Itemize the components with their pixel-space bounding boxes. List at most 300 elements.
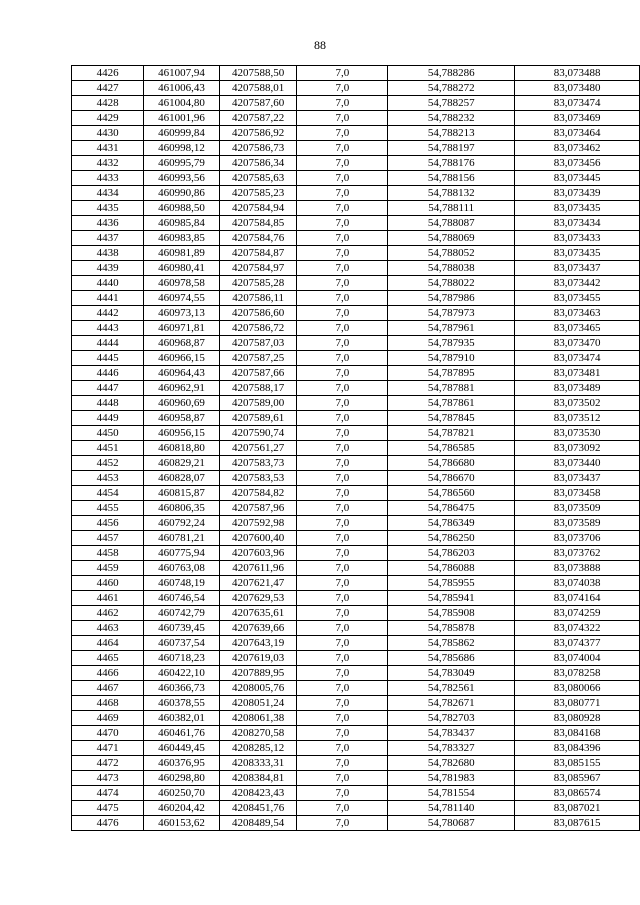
- accuracy-cell: 7,0: [297, 141, 388, 156]
- point-number-cell: 4449: [72, 411, 144, 426]
- x-coordinate-cell: 460748,19: [144, 576, 220, 591]
- accuracy-cell: 7,0: [297, 681, 388, 696]
- table-row: [72, 396, 640, 411]
- accuracy-cell: 7,0: [297, 426, 388, 441]
- table-row: [72, 546, 640, 561]
- table-row: [72, 771, 640, 786]
- longitude-cell: 83,073512: [515, 411, 640, 426]
- longitude-cell: 83,073437: [515, 471, 640, 486]
- x-coordinate-cell: 460983,85: [144, 231, 220, 246]
- point-number-cell: 4443: [72, 321, 144, 336]
- latitude-cell: 54,786560: [388, 486, 515, 501]
- table-row: [72, 726, 640, 741]
- y-coordinate-cell: 4208451,76: [219, 801, 297, 816]
- point-number-cell: 4437: [72, 231, 144, 246]
- accuracy-cell: 7,0: [297, 516, 388, 531]
- x-coordinate-cell: 460993,56: [144, 171, 220, 186]
- point-number-cell: 4434: [72, 186, 144, 201]
- accuracy-cell: 7,0: [297, 351, 388, 366]
- accuracy-cell: 7,0: [297, 201, 388, 216]
- latitude-cell: 54,787881: [388, 381, 515, 396]
- x-coordinate-cell: 460978,58: [144, 276, 220, 291]
- longitude-cell: 83,073470: [515, 336, 640, 351]
- y-coordinate-cell: 4207585,23: [219, 186, 297, 201]
- x-coordinate-cell: 460775,94: [144, 546, 220, 561]
- accuracy-cell: 7,0: [297, 456, 388, 471]
- latitude-cell: 54,788022: [388, 276, 515, 291]
- point-number-cell: 4468: [72, 696, 144, 711]
- x-coordinate-cell: 460828,07: [144, 471, 220, 486]
- longitude-cell: 83,073469: [515, 111, 640, 126]
- x-coordinate-cell: 460985,84: [144, 216, 220, 231]
- latitude-cell: 54,788176: [388, 156, 515, 171]
- point-number-cell: 4462: [72, 606, 144, 621]
- y-coordinate-cell: 4207586,60: [219, 306, 297, 321]
- accuracy-cell: 7,0: [297, 231, 388, 246]
- table-row: [72, 291, 640, 306]
- x-coordinate-cell: 460964,43: [144, 366, 220, 381]
- accuracy-cell: 7,0: [297, 771, 388, 786]
- point-number-cell: 4451: [72, 441, 144, 456]
- longitude-cell: 83,080066: [515, 681, 640, 696]
- accuracy-cell: 7,0: [297, 171, 388, 186]
- latitude-cell: 54,787910: [388, 351, 515, 366]
- point-number-cell: 4444: [72, 336, 144, 351]
- longitude-cell: 83,073434: [515, 216, 640, 231]
- x-coordinate-cell: 460763,08: [144, 561, 220, 576]
- point-number-cell: 4461: [72, 591, 144, 606]
- accuracy-cell: 7,0: [297, 66, 388, 81]
- accuracy-cell: 7,0: [297, 711, 388, 726]
- longitude-cell: 83,073435: [515, 246, 640, 261]
- longitude-cell: 83,073474: [515, 351, 640, 366]
- accuracy-cell: 7,0: [297, 306, 388, 321]
- table-row: [72, 81, 640, 96]
- accuracy-cell: 7,0: [297, 111, 388, 126]
- point-number-cell: 4465: [72, 651, 144, 666]
- x-coordinate-cell: 460746,54: [144, 591, 220, 606]
- y-coordinate-cell: 4207587,66: [219, 366, 297, 381]
- point-number-cell: 4430: [72, 126, 144, 141]
- latitude-cell: 54,788286: [388, 66, 515, 81]
- longitude-cell: 83,073706: [515, 531, 640, 546]
- table-row: [72, 666, 640, 681]
- longitude-cell: 83,073888: [515, 561, 640, 576]
- accuracy-cell: 7,0: [297, 651, 388, 666]
- longitude-cell: 83,073458: [515, 486, 640, 501]
- accuracy-cell: 7,0: [297, 381, 388, 396]
- x-coordinate-cell: 461001,96: [144, 111, 220, 126]
- point-number-cell: 4453: [72, 471, 144, 486]
- x-coordinate-cell: 460153,62: [144, 816, 220, 831]
- y-coordinate-cell: 4207600,40: [219, 531, 297, 546]
- x-coordinate-cell: 460422,10: [144, 666, 220, 681]
- accuracy-cell: 7,0: [297, 441, 388, 456]
- x-coordinate-cell: 460998,12: [144, 141, 220, 156]
- point-number-cell: 4463: [72, 621, 144, 636]
- latitude-cell: 54,786585: [388, 441, 515, 456]
- latitude-cell: 54,783437: [388, 726, 515, 741]
- point-number-cell: 4457: [72, 531, 144, 546]
- x-coordinate-cell: 460250,70: [144, 786, 220, 801]
- longitude-cell: 83,073509: [515, 501, 640, 516]
- coordinates-table: [71, 65, 640, 831]
- y-coordinate-cell: 4207587,22: [219, 111, 297, 126]
- point-number-cell: 4456: [72, 516, 144, 531]
- accuracy-cell: 7,0: [297, 246, 388, 261]
- table-row: [72, 606, 640, 621]
- y-coordinate-cell: 4207586,34: [219, 156, 297, 171]
- y-coordinate-cell: 4207592,98: [219, 516, 297, 531]
- latitude-cell: 54,788069: [388, 231, 515, 246]
- latitude-cell: 54,786349: [388, 516, 515, 531]
- y-coordinate-cell: 4207586,11: [219, 291, 297, 306]
- x-coordinate-cell: 460988,50: [144, 201, 220, 216]
- latitude-cell: 54,788213: [388, 126, 515, 141]
- y-coordinate-cell: 4207889,95: [219, 666, 297, 681]
- accuracy-cell: 7,0: [297, 546, 388, 561]
- point-number-cell: 4431: [72, 141, 144, 156]
- y-coordinate-cell: 4208384,81: [219, 771, 297, 786]
- longitude-cell: 83,073488: [515, 66, 640, 81]
- latitude-cell: 54,780687: [388, 816, 515, 831]
- y-coordinate-cell: 4207584,85: [219, 216, 297, 231]
- table-row: [72, 531, 640, 546]
- accuracy-cell: 7,0: [297, 726, 388, 741]
- y-coordinate-cell: 4208285,12: [219, 741, 297, 756]
- longitude-cell: 83,073530: [515, 426, 640, 441]
- y-coordinate-cell: 4208005,76: [219, 681, 297, 696]
- latitude-cell: 54,788111: [388, 201, 515, 216]
- table-row: [72, 156, 640, 171]
- x-coordinate-cell: 460818,80: [144, 441, 220, 456]
- longitude-cell: 83,073480: [515, 81, 640, 96]
- latitude-cell: 54,786088: [388, 561, 515, 576]
- page-number: 88: [314, 38, 326, 52]
- table-row: [72, 786, 640, 801]
- accuracy-cell: 7,0: [297, 621, 388, 636]
- table-row: [72, 141, 640, 156]
- y-coordinate-cell: 4207586,73: [219, 141, 297, 156]
- table-row: [72, 441, 640, 456]
- y-coordinate-cell: 4207589,61: [219, 411, 297, 426]
- accuracy-cell: 7,0: [297, 261, 388, 276]
- y-coordinate-cell: 4207603,96: [219, 546, 297, 561]
- x-coordinate-cell: 460366,73: [144, 681, 220, 696]
- x-coordinate-cell: 460449,45: [144, 741, 220, 756]
- latitude-cell: 54,787895: [388, 366, 515, 381]
- accuracy-cell: 7,0: [297, 816, 388, 831]
- latitude-cell: 54,785878: [388, 621, 515, 636]
- y-coordinate-cell: 4207588,50: [219, 66, 297, 81]
- point-number-cell: 4460: [72, 576, 144, 591]
- longitude-cell: 83,073455: [515, 291, 640, 306]
- x-coordinate-cell: 460378,55: [144, 696, 220, 711]
- point-number-cell: 4452: [72, 456, 144, 471]
- table-row: [72, 801, 640, 816]
- longitude-cell: 83,074377: [515, 636, 640, 651]
- x-coordinate-cell: 460739,45: [144, 621, 220, 636]
- table-row: [72, 381, 640, 396]
- latitude-cell: 54,786680: [388, 456, 515, 471]
- x-coordinate-cell: 460204,42: [144, 801, 220, 816]
- longitude-cell: 83,073489: [515, 381, 640, 396]
- table-row: [72, 111, 640, 126]
- table-row: [72, 636, 640, 651]
- x-coordinate-cell: 460980,41: [144, 261, 220, 276]
- accuracy-cell: 7,0: [297, 576, 388, 591]
- y-coordinate-cell: 4208051,24: [219, 696, 297, 711]
- y-coordinate-cell: 4207584,97: [219, 261, 297, 276]
- longitude-cell: 83,073762: [515, 546, 640, 561]
- longitude-cell: 83,073456: [515, 156, 640, 171]
- table-row: [72, 756, 640, 771]
- x-coordinate-cell: 460968,87: [144, 336, 220, 351]
- table-row: [72, 561, 640, 576]
- accuracy-cell: 7,0: [297, 486, 388, 501]
- accuracy-cell: 7,0: [297, 531, 388, 546]
- x-coordinate-cell: 460966,15: [144, 351, 220, 366]
- latitude-cell: 54,788052: [388, 246, 515, 261]
- longitude-cell: 83,084396: [515, 741, 640, 756]
- table-row: [72, 651, 640, 666]
- table-row: [72, 201, 640, 216]
- point-number-cell: 4432: [72, 156, 144, 171]
- latitude-cell: 54,786670: [388, 471, 515, 486]
- latitude-cell: 54,786250: [388, 531, 515, 546]
- latitude-cell: 54,788038: [388, 261, 515, 276]
- accuracy-cell: 7,0: [297, 666, 388, 681]
- table-row: [72, 171, 640, 186]
- latitude-cell: 54,783049: [388, 666, 515, 681]
- point-number-cell: 4446: [72, 366, 144, 381]
- point-number-cell: 4441: [72, 291, 144, 306]
- longitude-cell: 83,085155: [515, 756, 640, 771]
- latitude-cell: 54,788156: [388, 171, 515, 186]
- longitude-cell: 83,087021: [515, 801, 640, 816]
- y-coordinate-cell: 4207587,03: [219, 336, 297, 351]
- accuracy-cell: 7,0: [297, 606, 388, 621]
- x-coordinate-cell: 460973,13: [144, 306, 220, 321]
- point-number-cell: 4433: [72, 171, 144, 186]
- point-number-cell: 4435: [72, 201, 144, 216]
- y-coordinate-cell: 4207585,28: [219, 276, 297, 291]
- accuracy-cell: 7,0: [297, 81, 388, 96]
- accuracy-cell: 7,0: [297, 321, 388, 336]
- table-row: [72, 681, 640, 696]
- x-coordinate-cell: 461004,80: [144, 96, 220, 111]
- point-number-cell: 4473: [72, 771, 144, 786]
- latitude-cell: 54,782703: [388, 711, 515, 726]
- longitude-cell: 83,073462: [515, 141, 640, 156]
- y-coordinate-cell: 4207635,61: [219, 606, 297, 621]
- y-coordinate-cell: 4207587,60: [219, 96, 297, 111]
- table-row: [72, 711, 640, 726]
- y-coordinate-cell: 4207583,53: [219, 471, 297, 486]
- latitude-cell: 54,788197: [388, 141, 515, 156]
- y-coordinate-cell: 4207584,76: [219, 231, 297, 246]
- longitude-cell: 83,085967: [515, 771, 640, 786]
- accuracy-cell: 7,0: [297, 741, 388, 756]
- y-coordinate-cell: 4207585,63: [219, 171, 297, 186]
- point-number-cell: 4438: [72, 246, 144, 261]
- table-row: [72, 336, 640, 351]
- accuracy-cell: 7,0: [297, 96, 388, 111]
- longitude-cell: 83,074259: [515, 606, 640, 621]
- longitude-cell: 83,074164: [515, 591, 640, 606]
- point-number-cell: 4439: [72, 261, 144, 276]
- accuracy-cell: 7,0: [297, 156, 388, 171]
- latitude-cell: 54,786475: [388, 501, 515, 516]
- y-coordinate-cell: 4207584,82: [219, 486, 297, 501]
- accuracy-cell: 7,0: [297, 336, 388, 351]
- y-coordinate-cell: 4208270,58: [219, 726, 297, 741]
- table-row: [72, 741, 640, 756]
- longitude-cell: 83,074004: [515, 651, 640, 666]
- x-coordinate-cell: 460990,86: [144, 186, 220, 201]
- longitude-cell: 83,073464: [515, 126, 640, 141]
- latitude-cell: 54,787986: [388, 291, 515, 306]
- table-row: [72, 186, 640, 201]
- table-row: [72, 516, 640, 531]
- latitude-cell: 54,781983: [388, 771, 515, 786]
- point-number-cell: 4466: [72, 666, 144, 681]
- longitude-cell: 83,080771: [515, 696, 640, 711]
- x-coordinate-cell: 460974,55: [144, 291, 220, 306]
- table-row: [72, 66, 640, 81]
- point-number-cell: 4450: [72, 426, 144, 441]
- point-number-cell: 4459: [72, 561, 144, 576]
- x-coordinate-cell: 460958,87: [144, 411, 220, 426]
- y-coordinate-cell: 4207588,17: [219, 381, 297, 396]
- latitude-cell: 54,787861: [388, 396, 515, 411]
- table-row: [72, 591, 640, 606]
- x-coordinate-cell: 460718,23: [144, 651, 220, 666]
- point-number-cell: 4472: [72, 756, 144, 771]
- x-coordinate-cell: 460981,89: [144, 246, 220, 261]
- y-coordinate-cell: 4207590,74: [219, 426, 297, 441]
- x-coordinate-cell: 460962,91: [144, 381, 220, 396]
- y-coordinate-cell: 4207611,96: [219, 561, 297, 576]
- point-number-cell: 4475: [72, 801, 144, 816]
- point-number-cell: 4455: [72, 501, 144, 516]
- table-row: [72, 306, 640, 321]
- y-coordinate-cell: 4207584,94: [219, 201, 297, 216]
- x-coordinate-cell: 460956,15: [144, 426, 220, 441]
- point-number-cell: 4476: [72, 816, 144, 831]
- x-coordinate-cell: 460461,76: [144, 726, 220, 741]
- longitude-cell: 83,073463: [515, 306, 640, 321]
- x-coordinate-cell: 460382,01: [144, 711, 220, 726]
- x-coordinate-cell: 460971,81: [144, 321, 220, 336]
- x-coordinate-cell: 460792,24: [144, 516, 220, 531]
- accuracy-cell: 7,0: [297, 561, 388, 576]
- x-coordinate-cell: 460999,84: [144, 126, 220, 141]
- x-coordinate-cell: 461006,43: [144, 81, 220, 96]
- x-coordinate-cell: 460737,54: [144, 636, 220, 651]
- y-coordinate-cell: 4207586,92: [219, 126, 297, 141]
- point-number-cell: 4474: [72, 786, 144, 801]
- y-coordinate-cell: 4207643,19: [219, 636, 297, 651]
- longitude-cell: 83,086574: [515, 786, 640, 801]
- point-number-cell: 4427: [72, 81, 144, 96]
- point-number-cell: 4454: [72, 486, 144, 501]
- latitude-cell: 54,787845: [388, 411, 515, 426]
- accuracy-cell: 7,0: [297, 126, 388, 141]
- y-coordinate-cell: 4207639,66: [219, 621, 297, 636]
- point-number-cell: 4458: [72, 546, 144, 561]
- y-coordinate-cell: 4207621,47: [219, 576, 297, 591]
- longitude-cell: 83,073092: [515, 441, 640, 456]
- longitude-cell: 83,074322: [515, 621, 640, 636]
- table-row: [72, 366, 640, 381]
- accuracy-cell: 7,0: [297, 636, 388, 651]
- longitude-cell: 83,073445: [515, 171, 640, 186]
- y-coordinate-cell: 4208333,31: [219, 756, 297, 771]
- table-row: [72, 261, 640, 276]
- latitude-cell: 54,788257: [388, 96, 515, 111]
- longitude-cell: 83,073433: [515, 231, 640, 246]
- table-row: [72, 126, 640, 141]
- y-coordinate-cell: 4207587,96: [219, 501, 297, 516]
- y-coordinate-cell: 4208423,43: [219, 786, 297, 801]
- point-number-cell: 4429: [72, 111, 144, 126]
- latitude-cell: 54,785862: [388, 636, 515, 651]
- table-row: [72, 456, 640, 471]
- longitude-cell: 83,084168: [515, 726, 640, 741]
- longitude-cell: 83,073439: [515, 186, 640, 201]
- table-row: [72, 231, 640, 246]
- x-coordinate-cell: 460806,35: [144, 501, 220, 516]
- point-number-cell: 4464: [72, 636, 144, 651]
- x-coordinate-cell: 461007,94: [144, 66, 220, 81]
- point-number-cell: 4469: [72, 711, 144, 726]
- x-coordinate-cell: 460815,87: [144, 486, 220, 501]
- x-coordinate-cell: 460376,95: [144, 756, 220, 771]
- y-coordinate-cell: 4207561,27: [219, 441, 297, 456]
- point-number-cell: 4442: [72, 306, 144, 321]
- y-coordinate-cell: 4208489,54: [219, 816, 297, 831]
- x-coordinate-cell: 460829,21: [144, 456, 220, 471]
- latitude-cell: 54,787961: [388, 321, 515, 336]
- table-row: [72, 216, 640, 231]
- latitude-cell: 54,787821: [388, 426, 515, 441]
- x-coordinate-cell: 460960,69: [144, 396, 220, 411]
- table-row: [72, 576, 640, 591]
- y-coordinate-cell: 4207583,73: [219, 456, 297, 471]
- table-row: [72, 321, 640, 336]
- latitude-cell: 54,785908: [388, 606, 515, 621]
- longitude-cell: 83,073437: [515, 261, 640, 276]
- y-coordinate-cell: 4207588,01: [219, 81, 297, 96]
- longitude-cell: 83,087615: [515, 816, 640, 831]
- longitude-cell: 83,073465: [515, 321, 640, 336]
- accuracy-cell: 7,0: [297, 366, 388, 381]
- y-coordinate-cell: 4207589,00: [219, 396, 297, 411]
- point-number-cell: 4428: [72, 96, 144, 111]
- longitude-cell: 83,073502: [515, 396, 640, 411]
- latitude-cell: 54,787935: [388, 336, 515, 351]
- table-row: [72, 486, 640, 501]
- y-coordinate-cell: 4207587,25: [219, 351, 297, 366]
- latitude-cell: 54,786203: [388, 546, 515, 561]
- latitude-cell: 54,783327: [388, 741, 515, 756]
- latitude-cell: 54,781554: [388, 786, 515, 801]
- longitude-cell: 83,073442: [515, 276, 640, 291]
- point-number-cell: 4440: [72, 276, 144, 291]
- table-row: [72, 501, 640, 516]
- table-row: [72, 351, 640, 366]
